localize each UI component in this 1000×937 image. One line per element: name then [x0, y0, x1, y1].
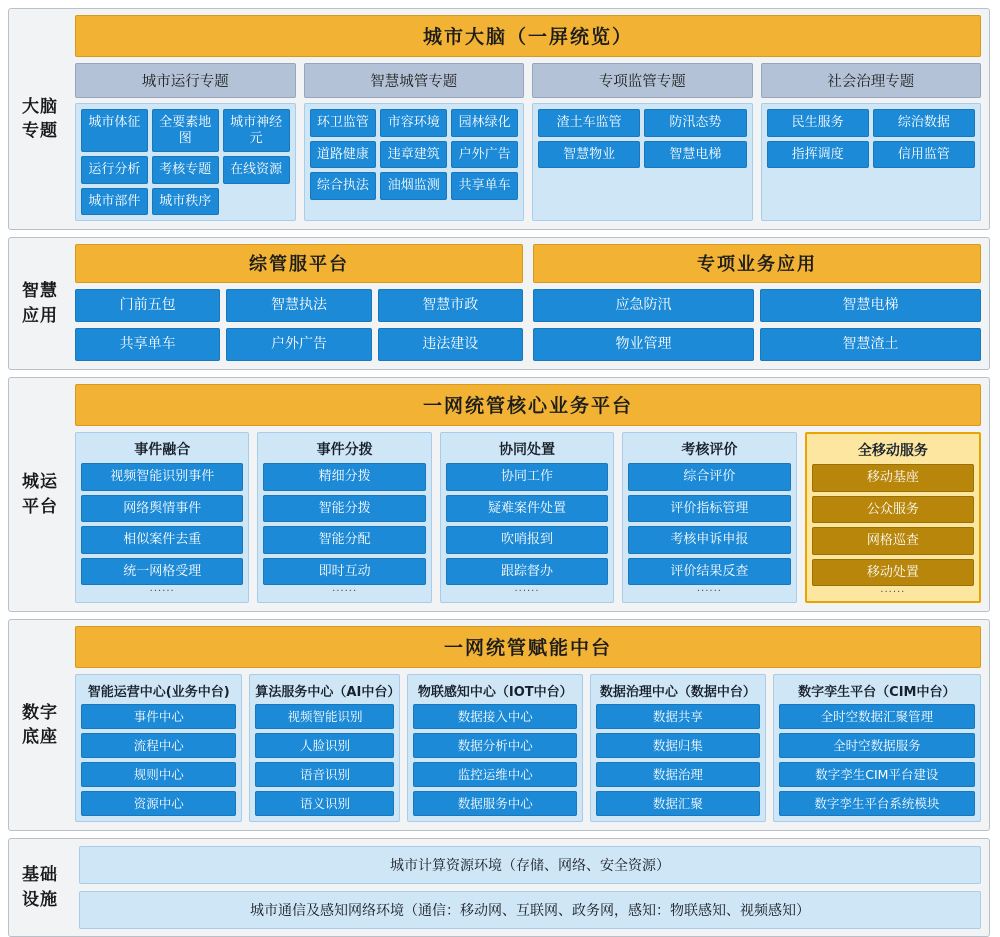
data-title: 一网统管赋能中台 [75, 626, 981, 668]
brain-item[interactable]: 在线资源 [223, 156, 290, 184]
brain-column-citymgmt-header: 智慧城管专题 [304, 63, 525, 98]
band-data-label-top: 数字 [22, 702, 58, 723]
brain-item[interactable]: 油烟监测 [380, 172, 447, 200]
data-item[interactable]: 监控运维中心 [413, 762, 577, 787]
core-item[interactable]: 综合评价 [628, 463, 790, 491]
data-columns [75, 674, 981, 822]
smart-app-item[interactable]: 共享单车 [75, 328, 220, 361]
core-column-header: 考核评价 [681, 441, 738, 458]
data-item[interactable]: 流程中心 [81, 733, 236, 758]
data-column-items [779, 704, 975, 816]
brain-item[interactable]: 园林绿化 [451, 109, 518, 137]
data-column-header: 数据治理中心（数据中台） [599, 685, 756, 701]
data-column-items [413, 704, 577, 816]
data-item[interactable]: 人脸识别 [255, 733, 394, 758]
core-item[interactable]: 视频智能识别事件 [81, 463, 243, 491]
brain-citymgmt-items [310, 109, 519, 200]
brain-column-citymgmt [304, 63, 525, 221]
core-item[interactable]: 疑难案件处置 [446, 495, 608, 523]
core-column-dots: ······ [696, 586, 722, 598]
data-item[interactable]: 语音识别 [255, 762, 394, 787]
brain-item[interactable]: 防汛态势 [644, 109, 746, 137]
core-item[interactable]: 跟踪督办 [446, 558, 608, 586]
core-column-header: 事件分拨 [316, 441, 373, 458]
brain-item[interactable]: 指挥调度 [767, 141, 869, 169]
data-item[interactable]: 全时空数据汇聚管理 [779, 704, 975, 729]
core-columns [75, 432, 981, 603]
core-item[interactable]: 公众服务 [812, 496, 974, 524]
core-column-header: 协同处置 [499, 441, 556, 458]
data-item[interactable]: 数字孪生CIM平台建设 [779, 762, 975, 787]
core-item[interactable]: 考核申诉申报 [628, 526, 790, 554]
data-column-header: 物联感知中心（IOT中台） [417, 685, 573, 701]
data-column-items [81, 704, 236, 816]
smart-app-item[interactable]: 应急防汛 [533, 289, 754, 322]
band-smart-label-bottom: 应用 [22, 305, 58, 326]
brain-column-social-header: 社会治理专题 [761, 63, 982, 98]
brain-item[interactable]: 城市秩序 [152, 188, 219, 216]
band-infrastructure [8, 838, 990, 937]
brain-item[interactable]: 智慧电梯 [644, 141, 746, 169]
core-column-dots: ······ [149, 586, 175, 598]
brain-item[interactable]: 考核专题 [152, 156, 219, 184]
core-column-items [812, 464, 974, 586]
brain-item[interactable]: 市容环境 [380, 109, 447, 137]
core-column-assessment [622, 432, 796, 603]
smart-app-item[interactable]: 户外广告 [226, 328, 371, 361]
band-infra-body [71, 839, 989, 936]
core-title: 一网统管核心业务平台 [75, 384, 981, 426]
data-item[interactable]: 数据归集 [596, 733, 760, 758]
smart-app-item[interactable]: 物业管理 [533, 328, 754, 361]
core-column-event-dispatch [257, 432, 431, 603]
smart-app-item[interactable]: 智慧渣土 [760, 328, 981, 361]
core-item[interactable]: 网格巡查 [812, 527, 974, 555]
band-brain [8, 8, 990, 230]
core-item[interactable]: 网络舆情事件 [81, 495, 243, 523]
smart-left-items [75, 289, 523, 361]
core-column-dots: ······ [332, 586, 358, 598]
core-item[interactable]: 即时互动 [263, 558, 425, 586]
brain-item[interactable]: 渣土车监管 [538, 109, 640, 137]
brain-item[interactable]: 城市体征 [81, 109, 148, 152]
smart-right-title: 专项业务应用 [533, 244, 981, 283]
band-brain-label-bottom: 专题 [22, 121, 58, 142]
data-item[interactable]: 数据汇聚 [596, 791, 760, 816]
data-column-ai-middle [249, 674, 400, 822]
core-column-items [263, 463, 425, 585]
brain-special-items [538, 109, 747, 168]
band-smart-body [71, 238, 989, 369]
core-item[interactable]: 智能分拨 [263, 495, 425, 523]
brain-item[interactable]: 环卫监管 [310, 109, 377, 137]
brain-item[interactable]: 智慧物业 [538, 141, 640, 169]
band-smart-label [9, 238, 71, 369]
band-core-platform [8, 377, 990, 612]
core-column-header: 事件融合 [134, 441, 191, 458]
data-column-header: 智能运营中心(业务中台) [87, 685, 230, 701]
brain-item[interactable]: 综治数据 [873, 109, 975, 137]
core-column-dots: ······ [514, 586, 540, 598]
core-item[interactable]: 智能分配 [263, 526, 425, 554]
band-core-label-bottom: 平台 [22, 496, 58, 517]
band-core-label-top: 城运 [22, 472, 58, 493]
infra-row-network[interactable]: 城市通信及感知网络环境（通信：移动网、互联网、政务网，感知：物联感知、视频感知） [79, 891, 981, 929]
brain-column-citymgmt-panel [304, 103, 525, 221]
brain-item[interactable]: 城市神经元 [223, 109, 290, 152]
band-smart-apps [8, 237, 990, 370]
smart-app-item[interactable]: 违法建设 [378, 328, 523, 361]
smart-left-title: 综管服平台 [75, 244, 523, 283]
core-item[interactable]: 协同工作 [446, 463, 608, 491]
brain-item[interactable]: 综合执法 [310, 172, 377, 200]
data-item[interactable]: 数据服务中心 [413, 791, 577, 816]
brain-column-social-panel [761, 103, 982, 221]
data-item[interactable]: 数据接入中心 [413, 704, 577, 729]
data-item[interactable]: 数据分析中心 [413, 733, 577, 758]
core-column-mobile-service [805, 432, 981, 603]
smart-app-item[interactable]: 智慧执法 [226, 289, 371, 322]
core-item[interactable]: 相似案件去重 [81, 526, 243, 554]
core-item[interactable]: 吹哨报到 [446, 526, 608, 554]
brain-column-special [532, 63, 753, 221]
data-item[interactable]: 数据治理 [596, 762, 760, 787]
core-item[interactable]: 移动处置 [812, 559, 974, 587]
data-item[interactable]: 规则中心 [81, 762, 236, 787]
core-item[interactable]: 评价指标管理 [628, 495, 790, 523]
smart-apps-left [75, 244, 523, 361]
band-data-label-bottom: 底座 [22, 727, 58, 748]
core-item[interactable]: 精细分拨 [263, 463, 425, 491]
core-column-items [81, 463, 243, 585]
data-item[interactable]: 全时空数据服务 [779, 733, 975, 758]
band-brain-label [9, 9, 71, 229]
band-data-label [9, 620, 71, 830]
data-column-items [255, 704, 394, 816]
band-brain-label-top: 大脑 [22, 96, 58, 117]
brain-item[interactable]: 道路健康 [310, 141, 377, 169]
brain-column-social [761, 63, 982, 221]
brain-column-special-header: 专项监管专题 [532, 63, 753, 98]
brain-item[interactable]: 户外广告 [451, 141, 518, 169]
core-column-event-fusion [75, 432, 249, 603]
data-column-header: 算法服务中心（AI中台） [255, 685, 401, 701]
band-data-foundation [8, 619, 990, 831]
brain-item[interactable]: 共享单车 [451, 172, 518, 200]
brain-item[interactable]: 运行分析 [81, 156, 148, 184]
band-infra-label-top: 基础 [22, 865, 58, 886]
brain-column-operation [75, 63, 296, 221]
band-smart-label-top: 智慧 [22, 281, 58, 302]
data-column-header: 数字孪生平台（CIM中台） [798, 685, 956, 701]
data-column-business-middle [75, 674, 242, 822]
data-column-cim-middle [773, 674, 981, 822]
core-column-items [446, 463, 608, 585]
brain-column-special-panel [532, 103, 753, 221]
smart-app-item[interactable]: 门前五包 [75, 289, 220, 322]
band-infra-label-bottom: 设施 [22, 889, 58, 910]
band-core-label [9, 378, 71, 611]
smart-right-items [533, 289, 981, 361]
data-column-iot-middle [407, 674, 583, 822]
core-column-items [628, 463, 790, 585]
core-column-collaboration [440, 432, 614, 603]
data-item[interactable]: 数据共享 [596, 704, 760, 729]
infra-row-compute[interactable]: 城市计算资源环境（存储、网络、安全资源） [79, 846, 981, 884]
band-brain-body [71, 9, 989, 229]
brain-item[interactable]: 民生服务 [767, 109, 869, 137]
brain-item[interactable]: 信用监管 [873, 141, 975, 169]
data-item[interactable]: 数字孪生平台系统模块 [779, 791, 975, 816]
data-item[interactable]: 语义识别 [255, 791, 394, 816]
band-core-body [71, 378, 989, 611]
smart-app-item[interactable]: 智慧电梯 [760, 289, 981, 322]
core-column-dots: ······ [880, 587, 906, 599]
data-column-items [596, 704, 760, 816]
brain-item[interactable]: 违章建筑 [380, 141, 447, 169]
brain-operation-items [81, 109, 290, 215]
band-infra-label [9, 839, 71, 936]
core-item[interactable]: 评价结果反查 [628, 558, 790, 586]
core-item[interactable]: 移动基座 [812, 464, 974, 492]
core-item[interactable]: 统一网格受理 [81, 558, 243, 586]
data-item[interactable]: 事件中心 [81, 704, 236, 729]
brain-item[interactable]: 全要素地图 [152, 109, 219, 152]
data-item[interactable]: 资源中心 [81, 791, 236, 816]
data-item[interactable]: 视频智能识别 [255, 704, 394, 729]
smart-apps-columns [75, 244, 981, 361]
brain-item[interactable]: 城市部件 [81, 188, 148, 216]
brain-title: 城市大脑（一屏统览） [75, 15, 981, 57]
smart-app-item[interactable]: 智慧市政 [378, 289, 523, 322]
brain-columns [75, 63, 981, 221]
smart-apps-right [533, 244, 981, 361]
brain-column-operation-panel [75, 103, 296, 221]
band-data-body [71, 620, 989, 830]
brain-column-operation-header: 城市运行专题 [75, 63, 296, 98]
core-column-header: 全移动服务 [857, 442, 928, 459]
brain-social-items [767, 109, 976, 168]
data-column-data-middle [590, 674, 766, 822]
